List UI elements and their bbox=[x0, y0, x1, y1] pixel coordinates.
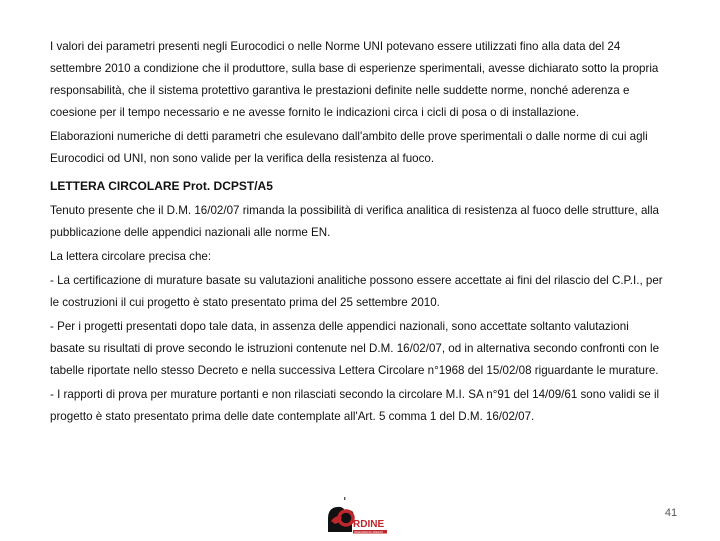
paragraph-line: Elaborazioni numeriche di detti parametri che esulevano dall'ambito delle prove sperimentali o dalle norme di cui agli bbox=[50, 130, 648, 143]
paragraph-line: I valori dei parametri presenti negli Eurocodici o nelle Norme UNI potevano essere utilizzati fino alla data del 24 bbox=[50, 40, 621, 53]
list-item-line: basate su risultati di prove secondo le istruzioni contenute nel D.M. 16/02/07, od in alternativa secondo confronti con le bbox=[50, 342, 660, 355]
list-item-line: le costruzioni il cui progetto è stato presentato prima del 25 settembre 2010. bbox=[50, 296, 440, 309]
paragraph-line: responsabilità, che il sistema protettivo garantiva le prestazioni definite nelle suddette norme, nonché aderenza e bbox=[50, 84, 630, 97]
logo-subtext: INGEGNERI DI AREZZO bbox=[354, 531, 383, 534]
logo-text: RDINE bbox=[353, 519, 385, 530]
ordine-ingegneri-logo-icon bbox=[322, 496, 390, 536]
list-item-line: tabelle riportate nello stesso Decreto e nella successiva Lettera Circolare n°1968 del 15/02/08 riguardante le murature. bbox=[50, 364, 659, 377]
list-item-line: - I rapporti di prova per murature portanti e non rilasciati secondo la circolare M.I. SA n°91 del 14/09/61 sono validi se il bbox=[50, 388, 660, 401]
paragraph-line: coesione per il tempo necessario e ne avesse fornito le indicazioni circa i cicli di posa o di installazione. bbox=[50, 106, 580, 119]
paragraph-line: pubblicazione delle appendici nazionali alle norme EN. bbox=[50, 226, 331, 239]
list-item-line: - Per i progetti presentati dopo tale data, in assenza delle appendici nazionali, sono accettate soltanto valutazioni bbox=[50, 320, 629, 333]
list-item-line: progetto è stato presentato prima delle date contemplate all'Art. 5 comma 1 del D.M. 16/02/07. bbox=[50, 410, 535, 423]
paragraph-line: Eurocodici od UNI, non sono valide per la verifica della resistenza al fuoco. bbox=[50, 152, 435, 165]
page-number: 41 bbox=[664, 507, 678, 519]
paragraph-line: settembre 2010 a condizione che il produttore, sulla base di esperienze sperimentali, avesse dichiarato sotto la propria bbox=[50, 62, 659, 75]
section-heading: LETTERA CIRCOLARE Prot. DCPST/A5 bbox=[50, 179, 273, 193]
paragraph-line: Tenuto presente che il D.M. 16/02/07 rimanda la possibilità di verifica analitica di resistenza al fuoco delle strutture, alla bbox=[50, 204, 659, 217]
paragraph-line: La lettera circolare precisa che: bbox=[50, 250, 212, 263]
list-item-line: - La certificazione di murature basate su valutazioni analitiche possono essere accettate ai fini del rilascio del C.P.I., per bbox=[50, 274, 663, 287]
